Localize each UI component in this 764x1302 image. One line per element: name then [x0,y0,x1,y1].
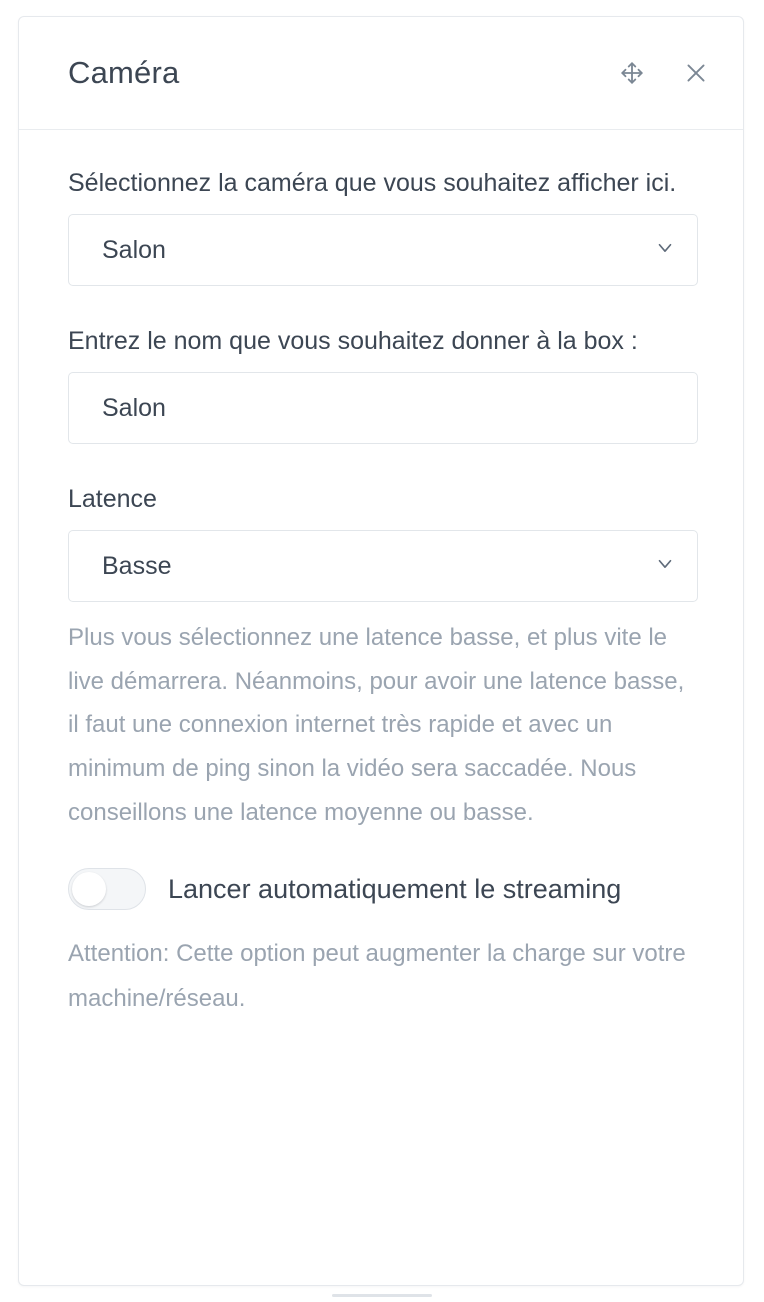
bottom-divider [332,1294,432,1297]
close-icon[interactable] [679,56,713,90]
camera-select[interactable] [68,214,698,286]
latency-select[interactable] [68,530,698,602]
move-icon[interactable] [615,56,649,90]
latency-helper-text: Plus vous sélectionnez une latence basse, et plus vite le live démarrera. Néanmoins, pour avoir une latence basse, il faut une connexion internet très rapide et avec un minimum de ping sinon la vidéo sera saccadée. Nous conseillons une latence moyenne ou basse. [68,624,685,826]
box-name-label: Entrez le nom que vous souhaitez donner à la box : [68,327,638,355]
latency-label: Latence [68,485,157,513]
dialog-header-actions [615,56,713,90]
dialog-title: Caméra [68,55,180,91]
dialog-body [19,130,743,1021]
camera-select-label: Sélectionnez la caméra que vous souhaitez afficher ici. [68,169,677,197]
dialog-header [19,17,743,130]
autostart-streaming-label: Lancer automatiquement le streaming [168,874,622,905]
toggle-knob [72,872,106,906]
camera-select-value[interactable]: Salon [68,214,698,286]
autostart-streaming-toggle[interactable] [68,868,146,910]
autostart-streaming-row [68,868,713,910]
autostart-note-text: Attention: Cette option peut augmenter la charge sur votre machine/réseau. [68,940,686,1012]
latency-select-value[interactable]: Basse [68,530,698,602]
camera-settings-dialog [18,16,744,1286]
box-name-input[interactable] [68,372,698,444]
